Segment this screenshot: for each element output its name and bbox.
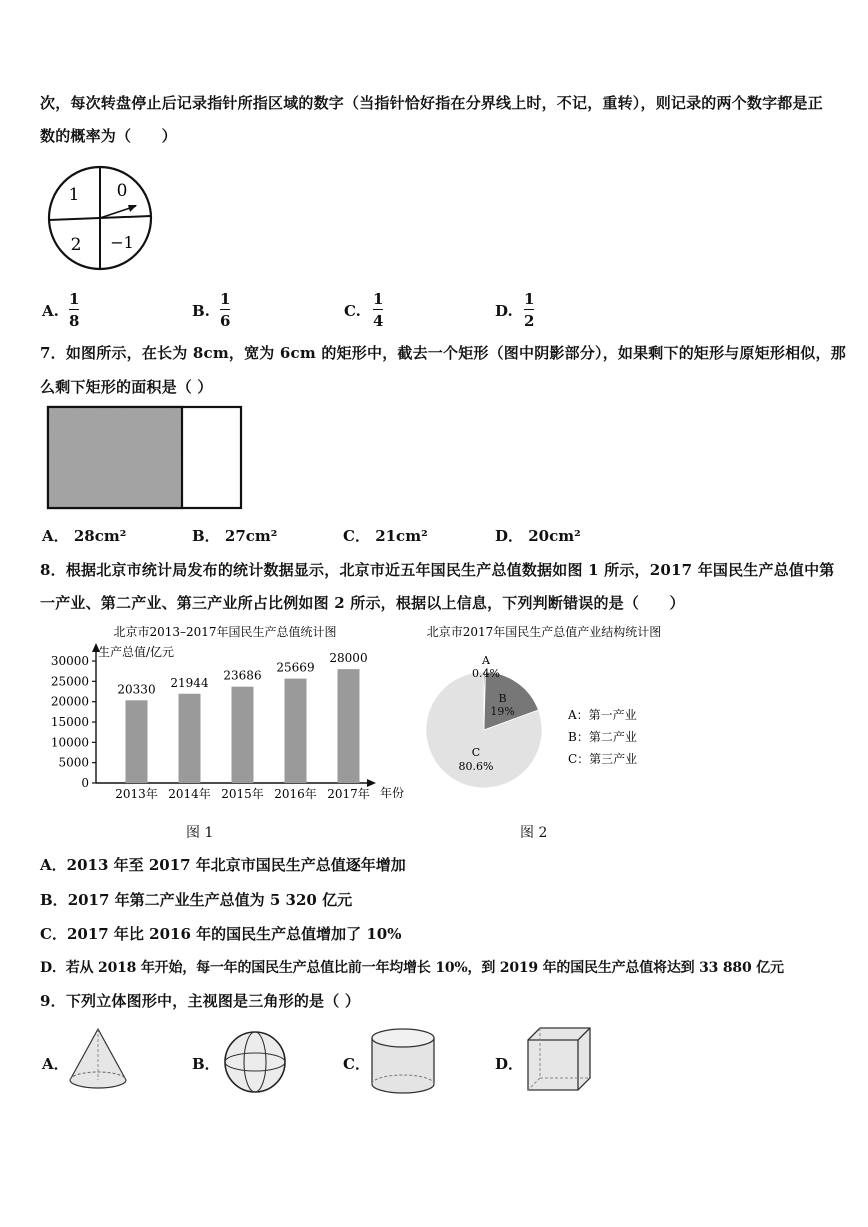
- y-tick-label: 15000: [50, 715, 89, 729]
- bar-data-label: 20330: [117, 682, 156, 697]
- fraction-numerator: 1: [524, 290, 535, 308]
- spinner-label-0: 0: [116, 181, 128, 201]
- fraction-denominator: 8: [69, 312, 80, 330]
- bar: [232, 687, 254, 783]
- q7-option-a-letter: A．: [42, 527, 69, 545]
- spinner-label-neg1: −1: [110, 233, 134, 252]
- q8-text-line2: 一产业、第二产业、第三产业所占比例如图 2 所示，根据以上信息，下列判断错误的是（ ）: [40, 594, 685, 612]
- q9-text-line1: 9．下列立体图形中，主视图是三角形的是（ ）: [40, 992, 361, 1010]
- q8-option-d-text: 若从 2018 年开始，每一年的国民生产总值比前一年均增长 10%，到 2019 年的国民生产总值将达到 33 880 亿元: [65, 960, 784, 976]
- pie-legend-item: C：第三产业: [568, 752, 638, 766]
- bar-chart-xlabel: 年份: [380, 786, 405, 800]
- cylinder-icon: [368, 1026, 438, 1096]
- pie-label-letter: B: [498, 692, 507, 706]
- q9-option-a-letter[interactable]: A．: [42, 1055, 69, 1073]
- q7-option-b-text: 27cm²: [224, 527, 278, 545]
- fraction-denominator: 2: [524, 312, 535, 330]
- fraction-bar: [373, 309, 383, 310]
- q8-option-c-text: 2017 年比 2016 年的国民生产总值增加了 10%: [66, 925, 402, 943]
- pie-chart-title: 北京市2017年国民生产总值产业结构统计图: [426, 625, 662, 639]
- sphere-icon: [222, 1029, 288, 1095]
- q8-text-line1: 8．根据北京市统计局发布的统计数据显示，北京市近五年国民生产总值数据如图 1 所示，2017 年国民生产总值中第: [40, 561, 835, 579]
- q6-option-c-fraction: [373, 290, 383, 330]
- pie-legend-item: B：第二产业: [568, 730, 637, 744]
- q8-option-d-letter: D．: [40, 960, 66, 976]
- spinner-label-1: 1: [68, 185, 80, 205]
- q8-option-b-text: 2017 年第二产业生产总值为 5 320 亿元: [67, 891, 353, 909]
- q7-option-d-letter: D．: [495, 527, 524, 545]
- q7-option-a[interactable]: [42, 525, 126, 546]
- q6-option-b-letter[interactable]: B.: [192, 302, 210, 320]
- figure-1-caption: 图 1: [186, 825, 214, 841]
- x-tick-label: 2015年: [221, 787, 264, 801]
- pie-label-letter: C: [471, 746, 481, 759]
- fraction-denominator: 4: [373, 312, 384, 330]
- bar: [126, 700, 148, 783]
- x-axis-arrow: [367, 779, 376, 787]
- q8-option-a[interactable]: [40, 854, 406, 875]
- bar-data-label: 23686: [223, 668, 262, 683]
- pie-label-pct: 80.6%: [458, 760, 494, 773]
- spinner-label-2: 2: [70, 235, 82, 255]
- q6-text-line2: 数的概率为（ ）: [40, 127, 177, 145]
- bar: [338, 669, 360, 783]
- x-tick-label: 2013年: [115, 787, 158, 801]
- q9-option-b-letter[interactable]: B．: [192, 1055, 220, 1073]
- bar-chart: [40, 620, 410, 810]
- x-tick-label: 2017年: [327, 787, 370, 801]
- pie-label-letter: A: [482, 654, 490, 667]
- q8-option-d[interactable]: [40, 957, 784, 977]
- q7-option-c[interactable]: [343, 525, 428, 546]
- fraction-bar: [69, 309, 79, 310]
- q8-option-b-letter: B．: [40, 891, 68, 909]
- q7-option-b-letter: B．: [192, 527, 220, 545]
- figure-2-caption: 图 2: [520, 825, 548, 841]
- fraction-denominator: 6: [220, 312, 231, 330]
- q7-option-a-text: 28cm²: [73, 527, 127, 545]
- cube-icon: [524, 1024, 594, 1094]
- bar-data-label: 28000: [329, 651, 368, 666]
- fraction-numerator: 1: [220, 290, 231, 308]
- rectangle-figure: [46, 405, 246, 511]
- q6-option-c-letter[interactable]: C.: [344, 302, 361, 320]
- q9-option-c-letter[interactable]: C．: [343, 1055, 370, 1073]
- q8-option-b[interactable]: [40, 889, 352, 910]
- pie-legend-item: A：第一产业: [568, 708, 637, 722]
- q7-option-c-letter: C．: [343, 527, 370, 545]
- x-tick-label: 2014年: [168, 787, 211, 801]
- x-tick-label: 2016年: [274, 787, 317, 801]
- y-tick-label: 30000: [50, 654, 89, 668]
- y-tick-label: 25000: [50, 674, 89, 689]
- fraction-bar: [524, 309, 534, 310]
- cone-icon: [64, 1026, 132, 1092]
- q6-option-a-fraction: [69, 290, 79, 330]
- q9-option-d-letter[interactable]: D．: [495, 1055, 524, 1073]
- shaded-texture: [49, 408, 181, 507]
- q6-option-d-letter[interactable]: D.: [495, 302, 513, 320]
- y-tick-label: 20000: [50, 694, 89, 709]
- q7-text-line2: 么剩下矩形的面积是（ ）: [40, 378, 213, 396]
- q8-option-a-letter: A．: [40, 856, 67, 874]
- pie-label-pct: 19%: [490, 705, 515, 719]
- q7-option-d-text: 20cm²: [528, 527, 581, 545]
- q7-option-c-text: 21cm²: [375, 527, 428, 545]
- y-tick-label: 10000: [50, 735, 89, 750]
- fraction-numerator: 1: [373, 290, 384, 308]
- q8-option-c-letter: C．: [40, 925, 67, 943]
- bar-chart-ylabel: 生产总值/亿元: [98, 645, 175, 659]
- y-tick-label: 5000: [58, 755, 89, 770]
- bar: [179, 694, 201, 783]
- fraction-numerator: 1: [69, 290, 80, 308]
- q8-option-a-text: 2013 年至 2017 年北京市国民生产总值逐年增加: [66, 856, 406, 874]
- bar-chart-title: 北京市2013–2017年国民生产总值统计图: [113, 625, 337, 639]
- q7-text-line1: 7．如图所示，在长为 8cm，宽为 6cm 的矩形中，截去一个矩形（图中阴影部分），如果剩下的矩形与原矩形相似，那: [40, 344, 846, 362]
- pie-label-pct: 0.4%: [472, 667, 500, 680]
- q6-option-a-letter[interactable]: A.: [42, 302, 59, 320]
- q6-option-b-fraction: [220, 290, 230, 330]
- bar-data-label: 25669: [276, 660, 315, 675]
- q6-text-line1: 次，每次转盘停止后记录指针所指区域的数字（当指针恰好指在分界线上时，不记，重转），则记录的两个数字都是正: [40, 94, 823, 112]
- q6-option-d-fraction: [524, 290, 534, 330]
- q7-option-d[interactable]: [495, 525, 581, 546]
- y-tick-label: 0: [81, 776, 89, 790]
- q8-option-c[interactable]: [40, 923, 401, 944]
- bar-data-label: 21944: [170, 675, 209, 690]
- q7-option-b[interactable]: [192, 525, 277, 546]
- bar: [285, 679, 307, 783]
- fraction-bar: [220, 309, 230, 310]
- spinner-figure: [44, 162, 160, 278]
- pie-chart: [410, 620, 690, 810]
